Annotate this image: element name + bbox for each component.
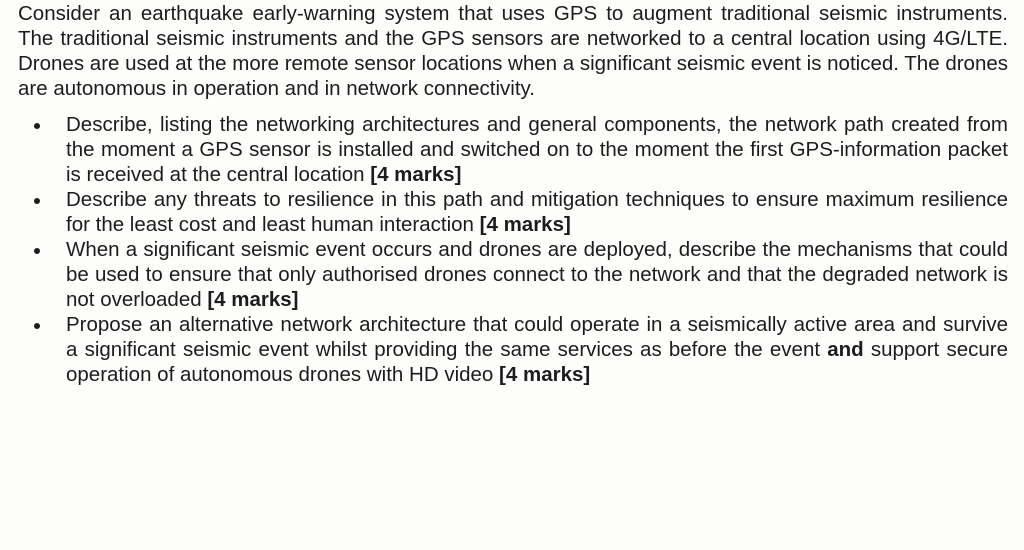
bullet-icon [34,198,40,204]
question-list [18,112,1008,387]
emphasis-word: and [827,338,864,361]
question-text-continued: support secure operation of autonomous drones with HD video [66,338,1008,386]
question-item [18,112,1008,187]
marks-label: [4 marks] [370,163,462,186]
question-item [18,237,1008,312]
question-item [18,187,1008,237]
question-text: Describe any threats to resilience in this path and mitigation techniques to ensure maximum resilience for the least cost and least human interaction [66,188,1008,236]
marks-label: [4 marks] [499,363,591,386]
question-text: Describe, listing the networking architectures and general components, the network path created from the moment a GPS sensor is installed and switched on to the moment the first GPS-information packet is received at the central location [66,113,1008,186]
question-text: When a significant seismic event occurs and drones are deployed, describe the mechanisms that could be used to ensure that only authorised drones connect to the network and that the degraded network is not overloaded [66,238,1008,311]
question-item [18,312,1008,387]
bullet-icon [34,323,40,329]
bullet-icon [34,248,40,254]
bullet-icon [34,123,40,129]
scenario-paragraph: Consider an earthquake early-warning system that uses GPS to augment traditional seismic instruments. The traditional seismic instruments and the GPS sensors are networked to a central location using 4G/LTE. Drones are used at the more remote sensor locations when a significant seismic event is noticed. The drones are autonomous in operation and in network connectivity. [18,2,1008,100]
question-text: Propose an alternative network architecture that could operate in a seismically active area and survive a significant seismic event whilst providing the same services as before the event [66,313,1008,361]
marks-label: [4 marks] [479,213,571,236]
marks-label: [4 marks] [207,288,299,311]
